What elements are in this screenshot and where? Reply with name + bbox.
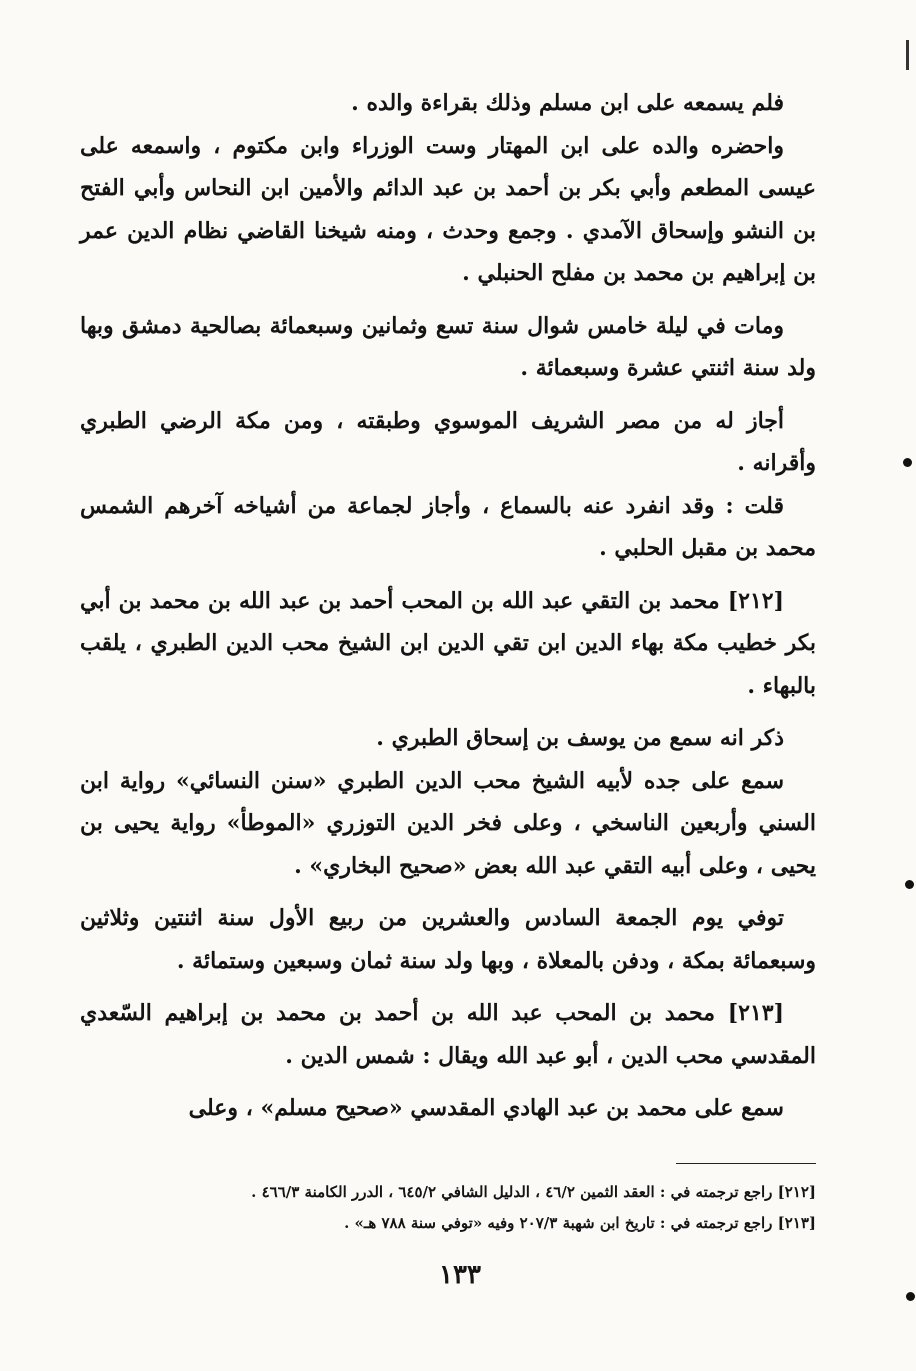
page-number: ١٣٣ [439,1260,481,1290]
scan-dot-mark [906,1292,915,1301]
footnote-divider [676,1163,816,1164]
paragraph-4: أجاز له من مصر الشريف الموسوي وطبقته ، ومن مكة الرضي الطبري وأقرانه . [80,407,816,476]
paragraph-11: سمع على محمد بن عبد الهادي المقدسي «صحيح مسلم» ، وعلى [188,1095,784,1121]
paragraph-8: سمع على جده لأبيه الشيخ محب الدين الطبري «سنن النسائي» رواية ابن السني وأربعين الناسخي ، وعلى فخر الدين التوزري «الموطأ» رواية يحيى بن يحيى ، وعلى أبيه التقي عبد الله بعض «صحيح البخاري» . [80,767,816,879]
scan-edge-mark [906,40,909,70]
footnote-212: [٢١٢] راجع ترجمته في : العقد الثمين ٤٦/٢ ، الدليل الشافي ٦٤٥/٢ ، الدرر الكامنة ٤٦٦/٣ . [251,1183,816,1201]
paragraph-2: واحضره والده على ابن المهتار وست الوزراء وابن مكتوم ، واسمعه على عيسى المطعم وأبي بكر بن أحمد بن عبد الدائم والأمين ابن النحاس وأبي الفتح بن النشو وإسحاق الآمدي . وجمع وحدث ، ومنه شيخنا القاضي نظام الدين عمر بن إبراهيم بن محمد بن مفلح الحنبلي . [80,132,816,286]
paragraph-3: ومات في ليلة خامس شوال سنة تسع وثمانين وسبعمائة بصالحية دمشق وبها ولد سنة اثنتي عشرة وسبعمائة . [80,312,816,381]
footnotes [160,1177,816,1239]
paragraph-9: توفي يوم الجمعة السادس والعشرين من ربيع الأول سنة اثنتين وثلاثين وسبعمائة بمكة ، ودفن بالمعلاة ، وبها ولد سنة ثمان وسبعين وستمائة . [80,905,816,974]
paragraph-7: ذكر انه سمع من يوسف بن إسحاق الطبري . [376,725,784,751]
paragraph-5: قلت : وقد انفرد عنه بالسماع ، وأجاز لجماعة من أشياخه آخرهم الشمس محمد بن مقبل الحلبي . [80,492,816,561]
entry-213-heading: [٢١٣] محمد بن المحب عبد الله بن أحمد بن محمد بن إبراهيم السّعدي المقدسي محب الدين ، أبو عبد الله ويقال : شمس الدين . [80,1000,816,1069]
scan-dot-mark [905,880,914,889]
paragraph-1: فلم يسمعه على ابن مسلم وذلك بقراءة والده . [351,90,784,116]
main-text [80,82,816,1130]
entry-212-heading: [٢١٢] محمد بن التقي عبد الله بن المحب أحمد بن عبد الله بن محمد بن أبي بكر خطيب مكة بهاء الدين ابن تقي الدين ابن الشيخ محب الدين الطبري ، يلقب بالبهاء . [80,587,816,699]
footnote-213: [٢١٣] راجع ترجمته في : تاريخ ابن شهبة ٢٠٧/٣ وفيه «توفي سنة ٧٨٨ هـ» . [344,1214,816,1232]
scan-dot-mark [903,458,912,467]
